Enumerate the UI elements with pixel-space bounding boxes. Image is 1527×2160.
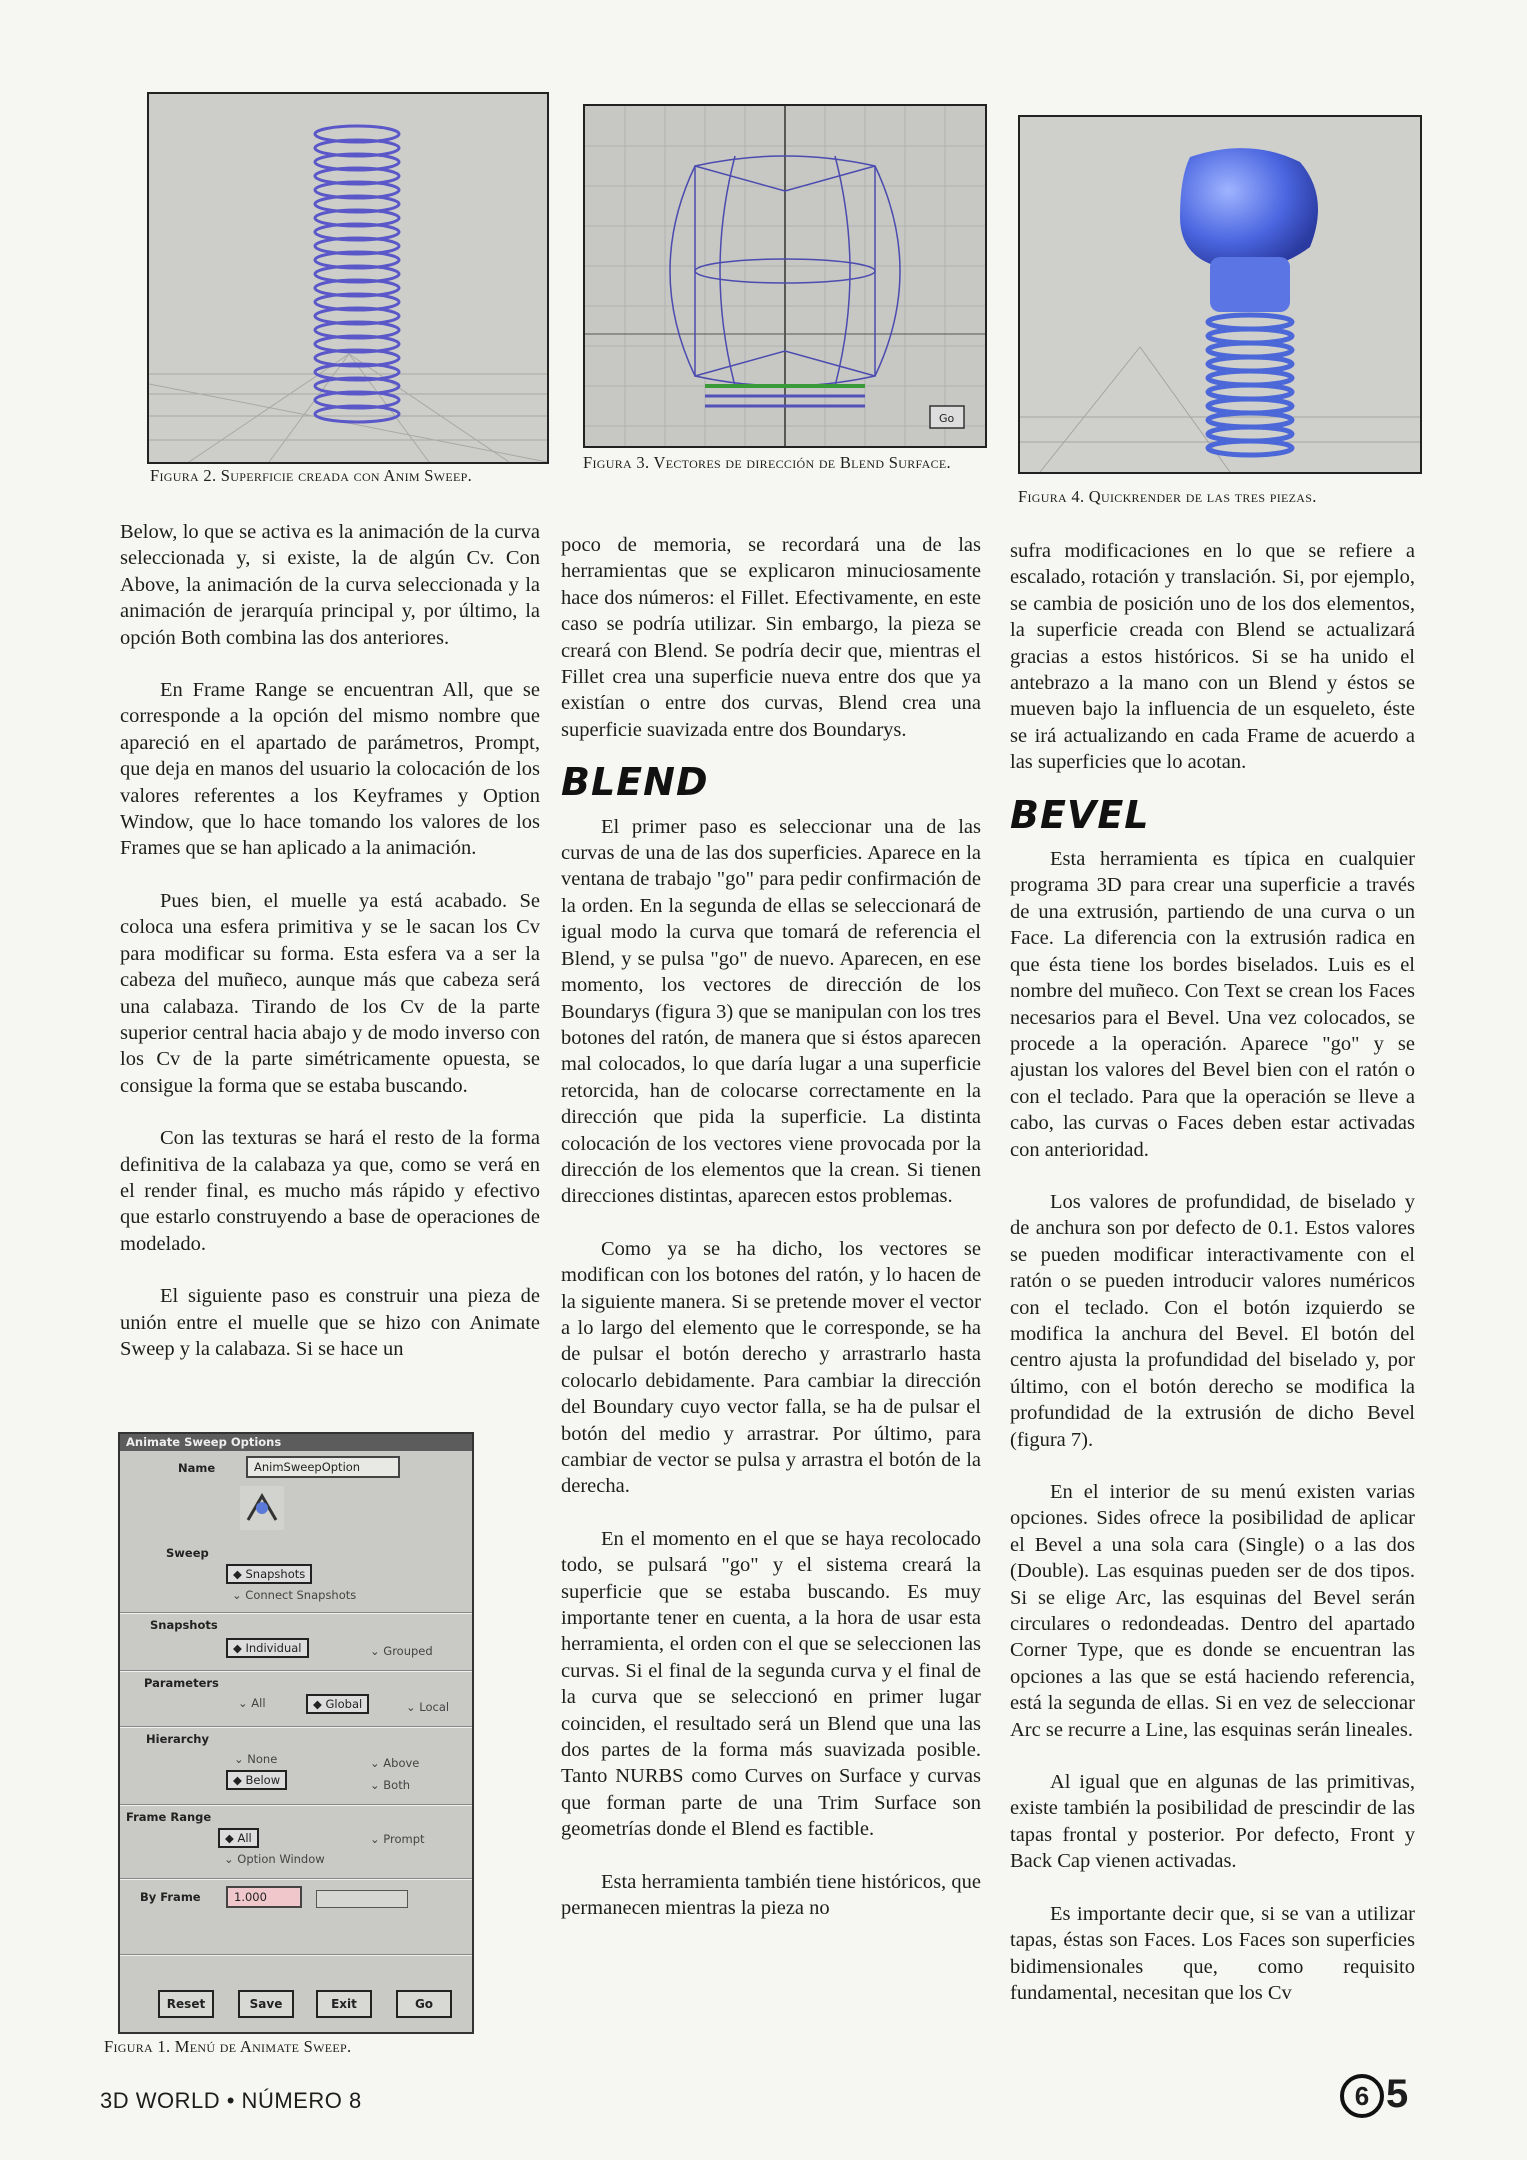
figure-2-caption: Figura 2. Superficie creada con Anim Sweep. <box>150 466 473 485</box>
name-field[interactable]: AnimSweepOption <box>246 1456 400 1478</box>
by-frame-slider[interactable] <box>316 1890 408 1908</box>
column-1 <box>120 519 540 1388</box>
reset-button[interactable]: Reset <box>158 1990 214 2018</box>
snapshots-label: Snapshots <box>150 1618 218 1632</box>
hier-above-label: Above <box>383 1756 420 1770</box>
param-all-radio[interactable]: ⌄ All <box>238 1696 266 1710</box>
fr-option-window-label: Option Window <box>237 1852 325 1866</box>
divider <box>120 1612 472 1614</box>
hierarchy-label: Hierarchy <box>146 1732 209 1746</box>
column-2 <box>561 532 981 1948</box>
individual-label: Individual <box>245 1641 302 1655</box>
footer-text: 3D WORLD • NÚMERO 8 <box>100 2088 362 2113</box>
paragraph: Esta herramienta es típica en cualquier programa 3D para crear una superficie a través de una extrusión, partiendo de una curva o un Face. La diferencia con la extrusión radica en que ésta tiene los bordes biselados. Luis es el nombre del muñeco. Con Text se crean los Faces necesarios para el Bevel. Una vez colocados, se procede a la operación. Aparece "go" y se ajustan los valores del Bevel bien con el ratón o con el teclado. Para que la operación se lleve a cabo, las curvas o Faces deben estar activadas con anterioridad. <box>1010 848 1415 1161</box>
animate-sweep-options-dialog <box>118 1432 474 2034</box>
fr-all-radio[interactable]: ◆ All <box>218 1828 259 1848</box>
sweep-snapshots-label: Snapshots <box>245 1567 306 1581</box>
fr-all-label: All <box>237 1831 252 1845</box>
dialog-title: Animate Sweep Options <box>120 1434 472 1451</box>
figure-3-go-label: Go <box>939 412 955 425</box>
hier-below-label: Below <box>245 1773 281 1787</box>
global-label: Global <box>325 1697 363 1711</box>
spring-render <box>149 94 547 462</box>
hier-both-label: Both <box>383 1778 411 1792</box>
paragraph: Al igual que en algunas de las primitivas, existe también la posibilidad de prescindir de las tapas frontal y posterior. Por defecto, Front y Back Cap vienen activadas. <box>1010 1771 1415 1873</box>
paragraph: sufra modificaciones en lo que se refiere a escalado, rotación y translación. Si, por ejemplo, se cambia de posición uno de los dos elementos, la superficie creada con Blend se actualizará gracias a estos históricos. Si se ha unido el antebrazo a la mano con un Blend y éstos se mueven bajo la influencia de un esqueleto, éste se irá actualizando en cada Frame de acuerdo a las superficies que lo acotan. <box>1010 540 1415 774</box>
param-all-label: All <box>251 1696 266 1710</box>
paragraph: Pues bien, el muelle ya está acabado. Se coloca una esfera primitiva y se le sacan los Cv para modificar su forma. Esta esfera va a ser la cabeza del muñeco, aunque más que cabeza será una calabaza. Tirando de los Cv de la parte superior central hacia abajo y de modo inverso con los Cv de la parte simétricamente opuesta, se consigue la forma que se estaba buscando. <box>120 889 540 1097</box>
figure-3-caption: Figura 3. Vectores de dirección de Blend Surface. <box>583 453 951 472</box>
local-radio[interactable]: ⌄ Local <box>406 1700 450 1714</box>
by-frame-label: By Frame <box>140 1890 201 1904</box>
divider <box>120 1726 472 1728</box>
local-label: Local <box>419 1700 450 1714</box>
figure-2-image <box>147 92 549 464</box>
grouped-radio[interactable]: ⌄ Grouped <box>370 1644 433 1658</box>
page-number-ring: 6 <box>1340 2074 1384 2118</box>
page-number-digit: 5 <box>1386 2072 1409 2116</box>
section-heading-blend: BLEND <box>561 760 709 805</box>
frame-range-label: Frame Range <box>126 1810 212 1824</box>
paragraph: Como ya se ha dicho, los vectores se modifican con los botones del ratón, y lo hacen de la siguiente manera. Si se pretende mover el vector a lo largo del elemento que le corresponde, se ha de pulsar el botón derecho y arrastrarlo hasta colocarlo debidamente. Para cambiar la dirección del Boundary cuyo vector falla, se ha de pulsar el botón del medio y arrastrar. Por último, para cambiar de vector se pulsa y arrastra el botón de la derecha. <box>561 1237 981 1498</box>
individual-radio[interactable]: ◆ Individual <box>226 1638 309 1658</box>
exit-button[interactable]: Exit <box>316 1990 372 2018</box>
hier-none-label: None <box>247 1752 278 1766</box>
paragraph: En Frame Range se encuentran All, que se corresponde a la opción del mismo nombre que apareció en el apartado de parámetros, Prompt, que deja en manos del usuario la colocación de los valores referentes a los Keyframes y Option Window, que lo hace tomando los valores de los Frames que se han aplicado a la animación. <box>120 679 540 860</box>
figure-4-caption: Figura 4. Quickrender de las tres piezas. <box>1018 487 1317 506</box>
paragraph: Esta herramienta también tiene históricos, que permanecen mientras la pieza no <box>561 1870 981 1920</box>
grouped-label: Grouped <box>383 1644 433 1658</box>
paragraph: En el interior de su menú existen varias opciones. Sides ofrece la posibilidad de aplicar el Bevel a una sola cara (Single) o a las dos (Double). Las esquinas pueden ser de dos tipos. Si se elige Arc, las esquinas del Bevel serán circulares o redondeadas. Dentro del apartado Corner Type, que es donde se encuentran las opciones a las que se está haciendo referencia, está la segunda de ellas. Si en vez de seleccionar Arc se recurre a Line, las esquinas serán lineales. <box>1010 1481 1415 1741</box>
figure-4-image <box>1018 115 1422 474</box>
quickrender-image <box>1020 117 1420 472</box>
global-radio[interactable]: ◆ Global <box>306 1694 369 1714</box>
figure-3-image <box>583 104 987 448</box>
divider <box>120 1954 472 1956</box>
page-number <box>1340 2072 1408 2118</box>
paragraph: Los valores de profundidad, de biselado y de anchura son por defecto de 0.1. Estos valores se pueden modificar interactivamente con el ratón o se pueden introducir valores numéricos con el teclado. Con el botón izquierdo se modifica la anchura del Bevel. El botón del centro ajusta la profundidad del biselado y, por último, con el botón derecho se modifica la profundidad de la extrusión de dicho Bevel (figura 7). <box>1010 1190 1415 1451</box>
fr-prompt-radio[interactable]: ⌄ Prompt <box>370 1832 425 1846</box>
paragraph: poco de memoria, se recordará una de las herramientas que se explicaron minuciosamente hace dos números: el Fillet. Efectivamente, en este caso se podría utilizar. Sin embargo, la pieza se creará con Blend. Se podría decir que, mientras el Fillet crea una superficie nueva entre dos que ya existían o entre dos curvas, Blend crea una superficie suavizada entre dos Boundarys. <box>561 534 981 741</box>
fr-option-window-radio[interactable]: ⌄ Option Window <box>224 1852 325 1866</box>
parameters-label: Parameters <box>144 1676 219 1690</box>
section-heading-bevel: BEVEL <box>1010 792 1150 837</box>
go-button[interactable]: Go <box>396 1990 452 2018</box>
connect-snapshots-radio[interactable]: ⌄ Connect Snapshots <box>232 1588 357 1602</box>
figure-1-caption: Figura 1. Menú de Animate Sweep. <box>104 2037 352 2056</box>
hier-below-radio[interactable]: ◆ Below <box>226 1770 287 1790</box>
hier-none-radio[interactable]: ⌄ None <box>234 1752 278 1766</box>
divider <box>120 1878 472 1880</box>
paragraph: En el momento en el que se haya recolocado todo, se pulsará "go" y el sistema creará la superficie que se estaba buscando. Es muy importante tener en cuenta, a la hora de usar esta herramienta, el orden con el que se seleccionen las curvas. Si el final de la segunda curva y el final de la curva que se seleccionó en primer lugar coinciden, el resultado será un Blend que una las dos partes de la forma más suavizada posible. Tanto NURBS como Curves on Surface y curvas que forman parte de una Trim Surface son geometrías donde el Blend es factible. <box>561 1527 981 1841</box>
paragraph: Below, lo que se activa es la animación de la curva seleccionada y, si existe, la de algún Cv. Con Above, la animación de la curva seleccionada y la animación de jerarquía principal y, por último, la opción Both combina las dos anteriores. <box>120 521 540 649</box>
column-3 <box>1010 538 1415 2032</box>
name-label: Name <box>178 1461 216 1475</box>
divider <box>120 1804 472 1806</box>
divider <box>120 1670 472 1672</box>
paragraph: Es importante decir que, si se van a utilizar tapas, éstas son Faces. Los Faces son superficies bidimensionales que, como requisito fundamental, necesitan que los Cv <box>1010 1902 1415 2004</box>
sweep-snapshots-radio[interactable]: ◆ Snapshots <box>226 1564 312 1584</box>
hier-above-radio[interactable]: ⌄ Above <box>370 1756 420 1770</box>
fr-prompt-label: Prompt <box>383 1832 425 1846</box>
paragraph: El primer paso es seleccionar una de las curvas de una de las dos superficies. Aparece en la ventana de trabajo "go" para pedir confirmación de la orden. En la segunda de ellas se seleccionará de igual modo la curva que tomará de referencia el Blend, y se pulsa "go" de nuevo. Aparecen, en ese momento, los vectores de dirección de los Boundarys (figura 3) que se manipulan con los tres botones del ratón, de manera que si éstos aparecen mal colocados, lo que daría lugar a una superficie retorcida, han de colocarse correctamente en la dirección que pida la superficie. La distinta colocación de los vectores viene provocada por la dirección de los elementos que la crean. Si tienen direcciones distintas, aparecen estos problemas. <box>561 815 981 1208</box>
sweep-icon <box>240 1486 284 1530</box>
blend-vectors-render <box>585 106 985 446</box>
hier-both-radio[interactable]: ⌄ Both <box>370 1778 411 1792</box>
paragraph: Con las texturas se hará el resto de la forma definitiva de la calabaza ya que, como se verá en el render final, es mucho más rápido y efectivo que estarlo construyendo a base de operaciones de modelado. <box>120 1127 540 1255</box>
paragraph: El siguiente paso es construir una pieza de unión entre el muelle que se hizo con Animate Sweep y la calabaza. Si se hace un <box>120 1285 540 1360</box>
connect-snapshots-label: Connect Snapshots <box>245 1588 357 1602</box>
save-button[interactable]: Save <box>238 1990 294 2018</box>
by-frame-field[interactable]: 1.000 <box>226 1886 302 1908</box>
sweep-label: Sweep <box>166 1546 209 1560</box>
